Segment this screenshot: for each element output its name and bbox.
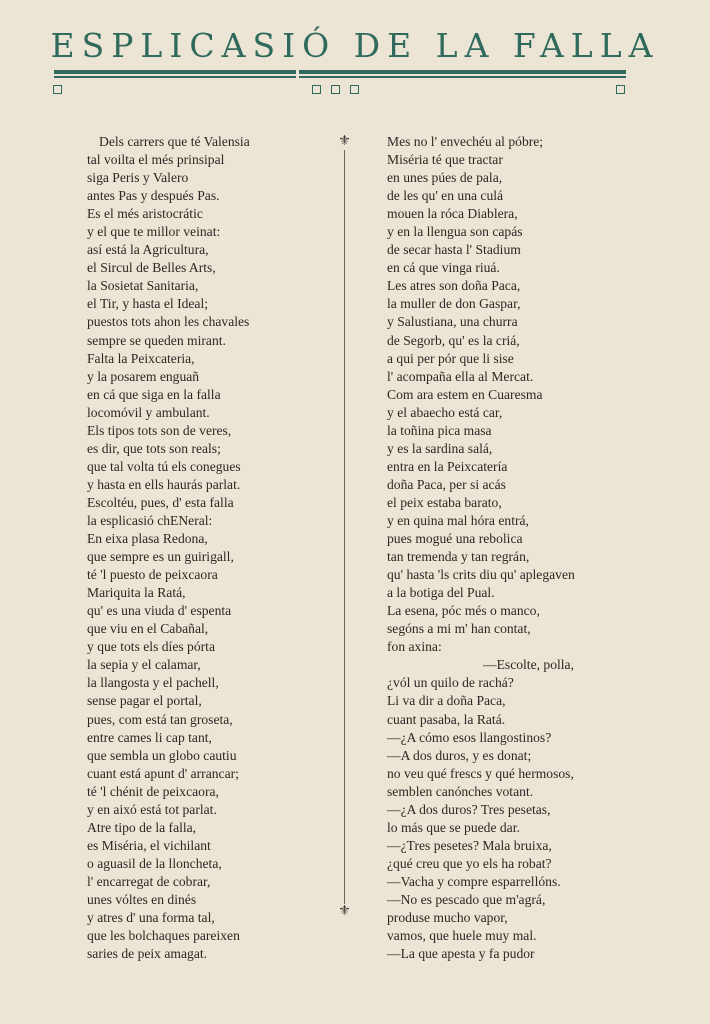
- poem-line: vamos, que huele muy mal.: [387, 928, 537, 944]
- poem-line: mouen la róca Diablera,: [387, 206, 518, 222]
- poem-line: Atre tipo de la falla,: [87, 819, 197, 835]
- poem-line: sempre se queden mirant.: [87, 332, 226, 348]
- poem-line: Escoltéu, pues, d' esta falla: [87, 494, 234, 510]
- poem-line: así está la Agricultura,: [87, 242, 209, 258]
- poem-line: y que tots els díes pórta: [87, 639, 215, 655]
- poem-line: y hasta en ells haurás parlat.: [87, 476, 241, 492]
- poem-line: l' encarregat de cobrar,: [87, 873, 211, 889]
- poem-line: tal voilta el més prinsipal: [87, 152, 225, 168]
- poem-line: unes vóltes en dinés: [87, 891, 197, 907]
- poem-line: es dir, que tots son reals;: [87, 440, 221, 456]
- fleur-de-lis-icon: ⚜: [338, 134, 351, 149]
- poem-line: que sembla un globo cautiu: [87, 747, 237, 763]
- ornament-square-icon: [53, 85, 62, 94]
- poem-line: Mariquita la Ratá,: [87, 585, 186, 601]
- poem-line: Falta la Peixcateria,: [87, 350, 195, 366]
- poem-line: y en aixó está tot parlat.: [87, 801, 217, 817]
- poem-line: en unes púes de pala,: [387, 170, 503, 186]
- poem-line: a qui per pór que li sise: [387, 350, 514, 366]
- header-rule-thin: [54, 76, 626, 78]
- poem-line: antes Pas y después Pas.: [87, 188, 220, 204]
- poem-line: La esena, póc més o manco,: [387, 603, 540, 619]
- poem-line: la toñina pica masa: [387, 422, 492, 438]
- poem-line: de secar hasta l' Stadium: [387, 242, 521, 258]
- poem-line: sense pagar el portal,: [87, 693, 202, 709]
- poem-line: de Segorb, qu' es la criá,: [387, 332, 520, 348]
- poem-line: entra en la Peixcatería: [387, 458, 508, 474]
- poem-line: —Escolte, polla,: [483, 657, 574, 673]
- poem-line: que viu en el Cabañal,: [87, 621, 209, 637]
- poem-line: —No es pescado que m'agrá,: [387, 891, 546, 907]
- ornament-square-icon: [312, 85, 321, 94]
- poem-line: siga Peris y Valero: [87, 170, 189, 186]
- poem-line: que sempre es un guirigall,: [87, 549, 234, 565]
- page-title: ESPLICASIÓ DE LA FALLA: [50, 26, 660, 65]
- poem-line: ¿vól un quilo de rachá?: [387, 675, 514, 691]
- poem-line: que tal volta tú els conegues: [87, 458, 241, 474]
- poem-line: tan tremenda y tan regrán,: [387, 549, 530, 565]
- poem-line: Es el més aristocrátic: [87, 206, 203, 222]
- poem-line: Els tipos tots son de veres,: [87, 422, 232, 438]
- poem-line: l' acompaña ella al Mercat.: [387, 368, 534, 384]
- poem-line: semblen canónches votant.: [387, 783, 534, 799]
- poem-line: o aguasil de la lloncheta,: [87, 855, 222, 871]
- poem-line: el Sircul de Belles Arts,: [87, 260, 216, 276]
- poem-line: —¿A dos duros? Tres pesetas,: [387, 801, 551, 817]
- poem-line: es Miséria, el vichilant: [87, 837, 211, 853]
- poem-line: té 'l chénit de peixcaora,: [87, 783, 219, 799]
- poem-line: en cá que vinga riuá.: [387, 260, 500, 276]
- poem-line: —A dos duros, y es donat;: [387, 747, 532, 763]
- poem-line: el Tir, y hasta el Ideal;: [87, 296, 209, 312]
- poem-line: y la posarem enguañ: [87, 368, 200, 384]
- poem-line: y en quina mal hóra entrá,: [387, 512, 529, 528]
- poem-line: locomóvil y ambulant.: [87, 404, 210, 420]
- poem-line: Mes no l' envechéu al póbre;: [387, 134, 544, 149]
- poem-line: el peix estaba barato,: [387, 494, 502, 510]
- ornament-square-icon: [350, 85, 359, 94]
- poem-line: —¿Tres pesetes? Mala bruixa,: [387, 837, 552, 853]
- poem-line: y el abaecho está car,: [387, 404, 503, 420]
- poem-line: En eixa plasa Redona,: [87, 531, 208, 547]
- poem-line: produse mucho vapor,: [387, 910, 508, 926]
- poem-line: pues, com está tan groseta,: [87, 711, 233, 727]
- poem-line: que les bolchaques pareixen: [87, 928, 240, 944]
- poem-line: la Sosietat Sanitaria,: [87, 278, 199, 294]
- poem-line: en cá que siga en la falla: [87, 386, 221, 402]
- poem-line: doña Paca, per si acás: [387, 476, 506, 492]
- poem-line: a la botiga del Pual.: [387, 585, 495, 601]
- ornament-square-icon: [616, 85, 625, 94]
- poem-line: qu' es una viuda d' espenta: [87, 603, 232, 619]
- poem-line: la muller de don Gaspar,: [387, 296, 521, 312]
- poem-line: ¿qué creu que yo els ha robat?: [387, 855, 552, 871]
- poem-line: la esplicasió chENeral:: [87, 512, 213, 528]
- poem-line: no veu qué frescs y qué hermosos,: [387, 765, 574, 781]
- ornament-square-icon: [331, 85, 340, 94]
- poem-line: fon axina:: [387, 639, 442, 655]
- poem-line: y es la sardina salá,: [387, 440, 493, 456]
- rule-gap: [296, 69, 299, 80]
- fleur-de-lis-icon: ⚜: [338, 904, 351, 919]
- poem-line: —La que apesta y fa pudor: [387, 946, 535, 962]
- poem-line: la sepia y el calamar,: [87, 657, 201, 673]
- poem-line: y el que te millor veinat:: [87, 224, 221, 240]
- poem-line: té 'l puesto de peixcaora: [87, 567, 218, 583]
- poem-line: —Vacha y compre esparrellóns.: [387, 873, 561, 889]
- poem-line: puestos tots ahon les chavales: [87, 314, 250, 330]
- header-rule-thick: [54, 70, 626, 74]
- poem-line: Li va dir a doña Paca,: [387, 693, 506, 709]
- poem-column-right: [387, 133, 575, 963]
- poem-line: y atres d' una forma tal,: [87, 910, 215, 926]
- poem-line: cuant está apunt d' arrancar;: [87, 765, 239, 781]
- poem-line: Dels carrers que té Valensia: [99, 134, 250, 149]
- column-divider: [344, 140, 345, 910]
- poem-line: pues mogué una rebolica: [387, 531, 523, 547]
- poem-line: y Salustiana, una churra: [387, 314, 518, 330]
- poem-line: saries de peix amagat.: [87, 946, 208, 962]
- poem-line: Com ara estem en Cuaresma: [387, 386, 543, 402]
- poem-line: —¿A cómo esos llangostinos?: [387, 729, 552, 745]
- poem-line: Les atres son doña Paca,: [387, 278, 521, 294]
- poem-line: lo más que se puede dar.: [387, 819, 520, 835]
- poem-line: entre cames li cap tant,: [87, 729, 212, 745]
- poem-line: de les qu' en una culá: [387, 188, 504, 204]
- poem-line: y en la llengua son capás: [387, 224, 523, 240]
- poem-column-left: [87, 133, 250, 963]
- poem-line: segóns a mi m' han contat,: [387, 621, 531, 637]
- poem-line: qu' hasta 'ls crits diu qu' aplegaven: [387, 567, 575, 583]
- poem-line: Miséria té que tractar: [387, 152, 503, 168]
- poem-line: la llangosta y el pachell,: [87, 675, 219, 691]
- poem-line: cuant pasaba, la Ratá.: [387, 711, 506, 727]
